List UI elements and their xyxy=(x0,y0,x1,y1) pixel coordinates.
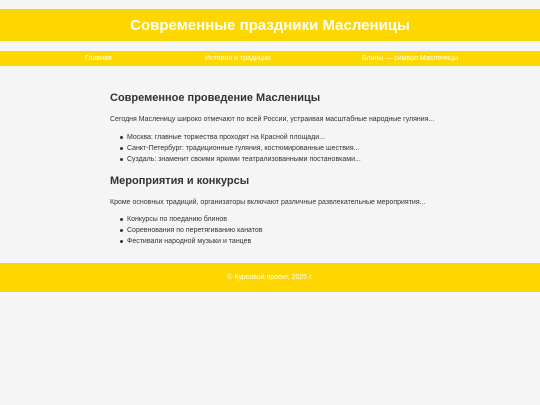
nav-link-home[interactable]: Главная xyxy=(85,55,112,62)
list-item: Суздаль: знаменит своими яркими театрализованными постановками... xyxy=(110,155,440,164)
cities-list xyxy=(110,133,440,165)
nav-link-pancakes[interactable]: Блины — символ Масленицы xyxy=(362,55,459,62)
list-item: Конкурсы по поеданию блинов xyxy=(110,215,440,224)
section-text-events: Кроме основных традиций, организаторы включают различные развлекательные мероприятия... xyxy=(110,199,426,206)
events-list xyxy=(110,215,440,247)
page-title: Современные праздники Масленицы xyxy=(130,16,410,34)
list-item: Соревнования по перетягиванию канатов xyxy=(110,226,440,235)
main-navigation xyxy=(0,51,540,66)
site-footer xyxy=(0,263,540,292)
list-item: Санкт-Петербург: традиционные гуляния, костюмированные шествия... xyxy=(110,144,440,153)
site-header xyxy=(0,9,540,41)
list-item: Фестивали народной музыки и танцев xyxy=(110,237,440,246)
nav-link-history[interactable]: История и традиции xyxy=(205,55,271,62)
list-item: Москва: главные торжества проходят на Красной площади... xyxy=(110,133,440,142)
section-text-modern: Сегодня Масленицу широко отмечают по всей России, устраивая масштабные народные гуляния... xyxy=(110,116,435,123)
section-title-events: Мероприятия и конкурсы xyxy=(110,175,250,187)
footer-copyright: © Курсовой проект, 2025 г. xyxy=(227,274,313,281)
section-title-modern: Современное проведение Масленицы xyxy=(110,92,321,104)
